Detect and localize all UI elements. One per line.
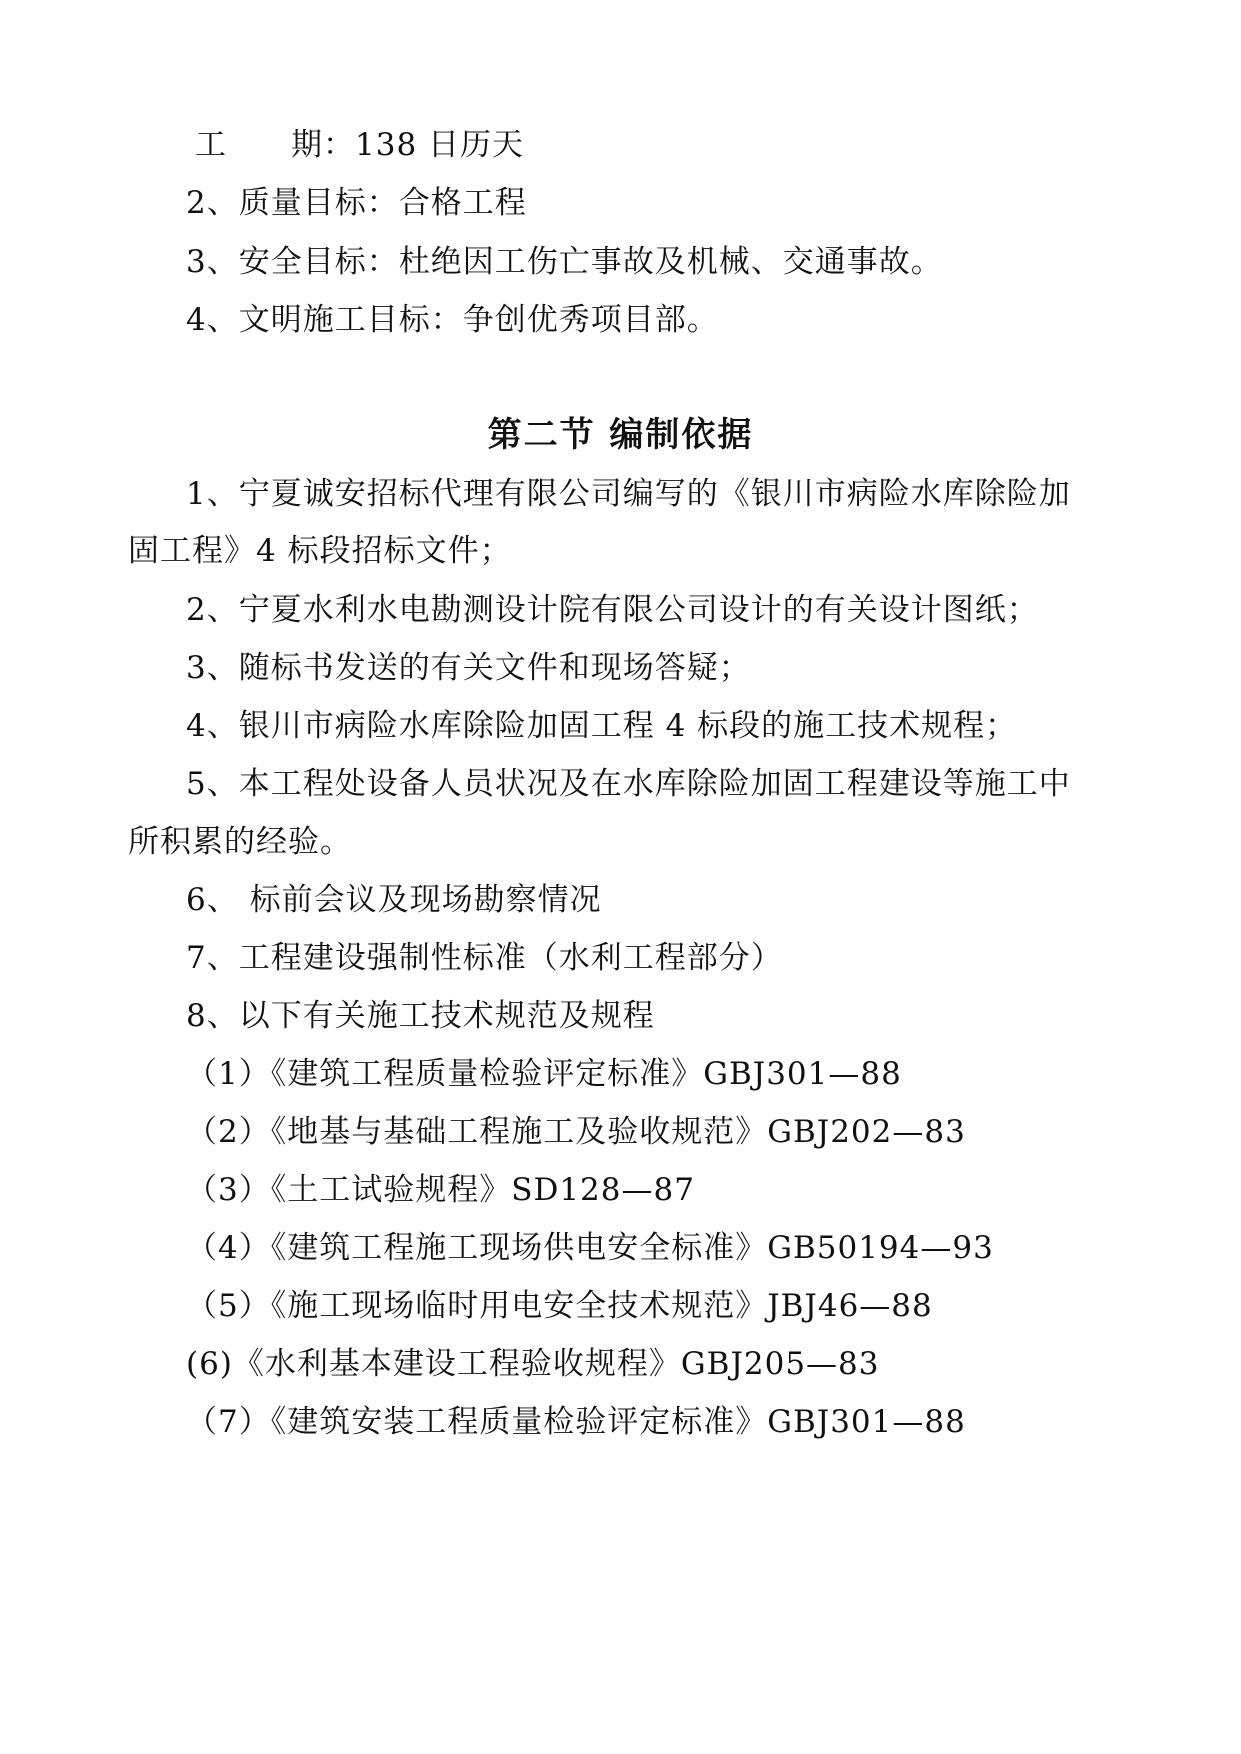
construction-period-line: [195, 125, 524, 165]
basis-item-1-line-2: 固工程》4 标段招标文件；: [128, 533, 512, 569]
section-heading: 第二节 编制依据: [487, 415, 754, 455]
standard-item-2: （2）《地基与基础工程施工及验收规范》GBJ202—83: [186, 1114, 966, 1150]
standard-item-7: （7）《建筑安装工程质量检验评定标准》GBJ301—88: [186, 1404, 966, 1440]
basis-item-5-line-1: 5、本工程处设备人员状况及在水库除险加固工程建设等施工中: [186, 766, 1071, 802]
standard-item-1: （1）《建筑工程质量检验评定标准》GBJ301—88: [186, 1056, 902, 1092]
basis-item-2: 2、宁夏水利水电勘测设计院有限公司设计的有关设计图纸；: [186, 592, 1039, 628]
period-label-b: 期：138 日历天: [291, 127, 525, 163]
basis-item-7: 7、工程建设强制性标准（水利工程部分）: [186, 940, 783, 976]
standard-item-3: （3）《土工试验规程》SD128—87: [186, 1172, 695, 1208]
period-label-a: 工: [195, 127, 227, 163]
basis-item-3: 3、随标书发送的有关文件和现场答疑；: [186, 650, 751, 686]
safety-target: 3、安全目标：杜绝因工伤亡事故及机械、交通事故。: [186, 244, 943, 280]
basis-item-4: 4、银川市病险水库除险加固工程 4 标段的施工技术规程；: [186, 708, 1018, 744]
basis-item-6: 6、 标前会议及现场勘察情况: [186, 882, 602, 918]
quality-target: 2、质量目标：合格工程: [186, 185, 527, 221]
standard-item-4: （4）《建筑工程施工现场供电安全标准》GB50194—93: [186, 1230, 994, 1266]
basis-item-8: 8、以下有关施工技术规范及规程: [186, 998, 655, 1034]
standard-item-6: (6)《水利基本建设工程验收规程》GBJ205—83: [186, 1346, 880, 1382]
basis-item-5-line-2: 所积累的经验。: [128, 824, 352, 860]
basis-item-1-line-1: 1、宁夏诚安招标代理有限公司编写的《银川市病险水库除险加: [186, 476, 1071, 512]
civil-construction-target: 4、文明施工目标：争创优秀项目部。: [186, 302, 719, 338]
standard-item-5: （5）《施工现场临时用电安全技术规范》JBJ46—88: [186, 1288, 933, 1324]
